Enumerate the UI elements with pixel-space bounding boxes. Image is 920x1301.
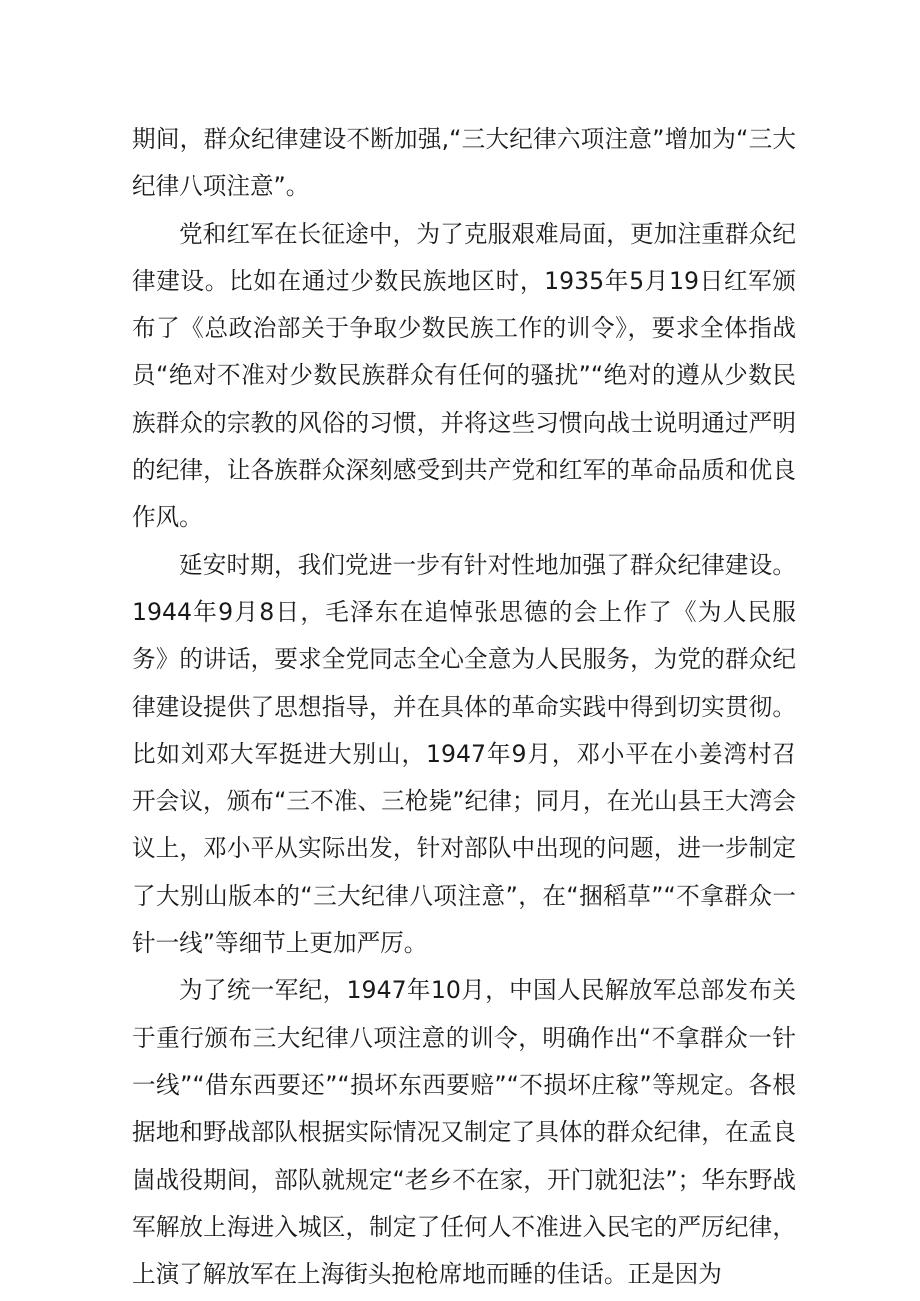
paragraph-long-march: 党和红军在长征途中，为了克服艰难局面，更加注重群众纪律建设。比如在通过少数民族地区时，1935年5月19日红军颁布了《总政治部关于争取少数民族工作的训令》，要求全体指战员“绝对不准对少数民族群众有任何的骚扰”“绝对的遵从少数民族群众的宗教的风俗的习惯，并将这些习惯向战士说明通过严明的纪律，让各族群众深刻感受到共产党和红军的革命品质和优良作风。	[132, 219, 796, 532]
paragraph-continued: 期间，群众纪律建设不断加强,“三大纪律六项注意”增加为“三大纪律八项注意”。	[132, 125, 796, 201]
paragraph-military-discipline: 为了统一军纪，1947年10月，中国人民解放军总部发布关于重行颁布三大纪律八项注意的训令，明确作出“不拿群众一针一线”“借东西要还”“损坏东西要赔”“不损坏庄稼”等规定。各根据地和野战部队根据实际情况又制定了具体的群众纪律，在孟良崮战役期间，部队就规定“老乡不在家，开门就犯法”；华东野战军解放上海进入城区，制定了任何人不准进入民宅的严厉纪律，上演了解放军在上海街头抱枪席地而睡的佳话。正是因为	[132, 976, 796, 1289]
paragraph-yanan: 延安时期，我们党进一步有针对性地加强了群众纪律建设。1944年9月8日，毛泽东在追悼张思德的会上作了《为人民服务》的讲话，要求全党同志全心全意为人民服务，为党的群众纪律建设提供了思想指导，并在具体的革命实践中得到切实贯彻。比如刘邓大军挺进大别山，1947年9月，邓小平在小姜湾村召开会议，颁布“三不准、三枪毙”纪律；同月，在光山县王大湾会议上，邓小平从实际出发，针对部队中出现的问题，进一步制定了大别山版本的“三大纪律八项注意”，在“捆稻草”“不拿群众一针一线”等细节上更加严厉。	[132, 550, 796, 958]
body-text	[132, 116, 796, 1298]
